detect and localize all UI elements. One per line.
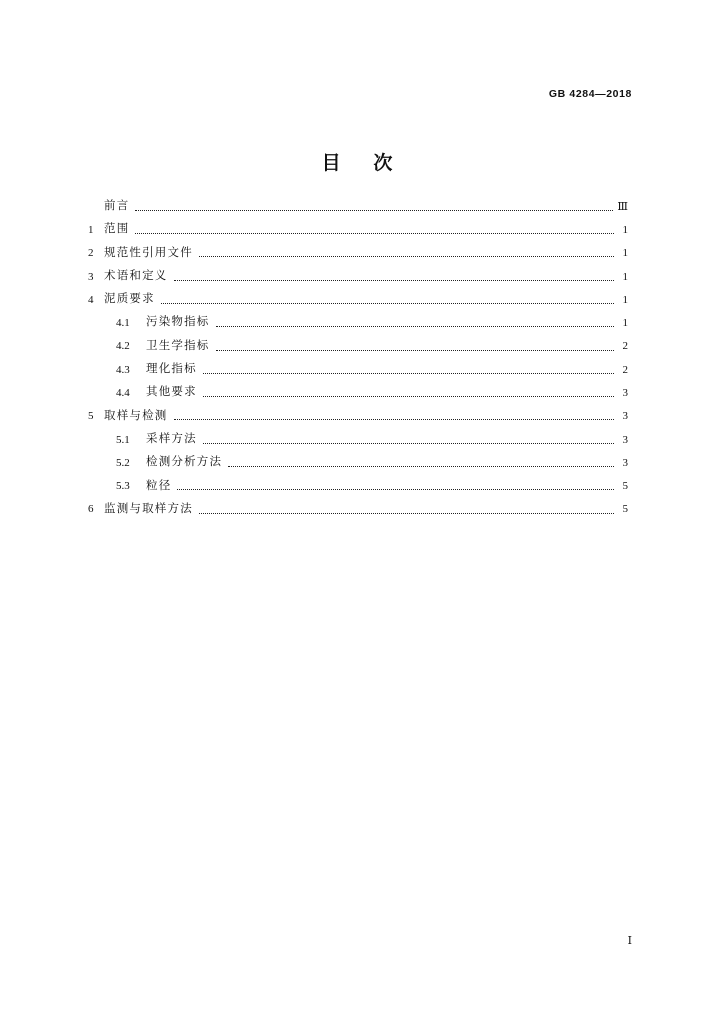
standard-code-header: GB 4284—2018: [548, 88, 632, 100]
toc-leader-dots: [135, 209, 613, 211]
toc-leader-dots: [174, 279, 615, 281]
toc-leader-dots: [199, 255, 614, 257]
toc-entry-number: 5.3: [116, 480, 130, 493]
toc-entry-label: 采样方法: [146, 432, 197, 445]
toc-entry-page: 1: [622, 317, 628, 330]
toc-entry-number: 5: [88, 410, 94, 423]
toc-entry-label: 监测与取样方法: [104, 502, 193, 515]
toc-entry-page: 2: [622, 340, 628, 353]
toc-entry-page: 3: [622, 456, 628, 469]
toc-entry[interactable]: [88, 363, 628, 377]
toc-entry-page: 1: [622, 247, 628, 260]
toc-entry-number: 4: [88, 293, 94, 306]
toc-entry-number: 4.4: [116, 386, 130, 399]
toc-entry-number: 4.1: [116, 317, 130, 330]
toc-entry[interactable]: [88, 410, 628, 424]
toc-entry-number: 4.3: [116, 363, 130, 376]
page-title: 目 次: [321, 153, 407, 174]
toc-entry[interactable]: [88, 200, 628, 214]
toc-entry-page: 3: [622, 386, 628, 399]
toc-leader-dots: [216, 349, 615, 351]
toc-entry-page: 1: [622, 270, 628, 283]
toc-leader-dots: [174, 418, 615, 420]
toc-entry-label: 取样与检测: [104, 409, 168, 422]
toc-entry[interactable]: [88, 247, 628, 261]
toc-leader-dots: [135, 232, 614, 234]
toc-entry-page: 1: [622, 293, 628, 306]
table-of-contents: [88, 200, 628, 526]
toc-entry-label: 污染物指标: [146, 316, 210, 329]
toc-entry[interactable]: [88, 270, 628, 284]
toc-entry-page: 3: [622, 410, 628, 423]
toc-entry[interactable]: [88, 503, 628, 517]
toc-entry-label: 卫生学指标: [146, 339, 210, 352]
toc-entry-page: 3: [622, 433, 628, 446]
toc-entry-label: 其他要求: [146, 386, 197, 399]
toc-entry-number: 3: [88, 270, 94, 283]
toc-entry-label: 泥质要求: [104, 293, 155, 306]
toc-entry-page: 1: [622, 223, 628, 236]
toc-entry[interactable]: [88, 293, 628, 307]
toc-entry-page: 5: [622, 503, 628, 516]
toc-leader-dots: [203, 395, 614, 397]
toc-leader-dots: [216, 325, 615, 327]
toc-entry-label: 规范性引用文件: [104, 246, 193, 259]
toc-entry-number: 4.2: [116, 340, 130, 353]
footer-page-number: Ⅰ: [627, 935, 632, 947]
toc-entry[interactable]: [88, 433, 628, 447]
toc-entry[interactable]: [88, 316, 628, 330]
toc-entry-number: 2: [88, 247, 94, 260]
toc-entry-label: 粒径: [146, 479, 172, 492]
toc-entry-number: 1: [88, 223, 94, 236]
toc-leader-dots: [203, 442, 614, 444]
toc-entry[interactable]: [88, 340, 628, 354]
toc-entry-label: 检测分析方法: [146, 456, 223, 469]
toc-entry-label: 术语和定义: [104, 269, 168, 282]
toc-leader-dots: [177, 488, 614, 490]
toc-entry-number: 5.2: [116, 456, 130, 469]
toc-leader-dots: [199, 512, 614, 514]
toc-entry-label: 前言: [104, 200, 130, 212]
toc-entry[interactable]: [88, 223, 628, 237]
toc-entry-page: Ⅲ: [617, 200, 628, 213]
toc-leader-dots: [228, 465, 614, 467]
toc-entry-page: 5: [622, 480, 628, 493]
toc-entry[interactable]: [88, 386, 628, 400]
toc-entry[interactable]: [88, 480, 628, 494]
toc-entry[interactable]: [88, 456, 628, 470]
toc-entry-number: 5.1: [116, 433, 130, 446]
toc-entry-label: 范围: [104, 223, 130, 236]
toc-leader-dots: [161, 302, 614, 304]
toc-entry-number: 6: [88, 503, 94, 516]
toc-entry-page: 2: [622, 363, 628, 376]
toc-entry-label: 理化指标: [146, 363, 197, 376]
toc-leader-dots: [203, 372, 614, 374]
